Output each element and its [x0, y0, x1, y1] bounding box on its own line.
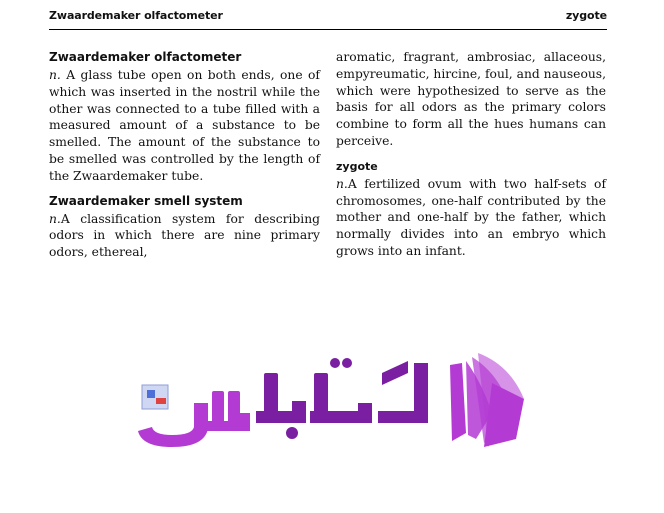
part-of-speech: n. — [49, 211, 61, 226]
app-badge-icon — [142, 385, 168, 409]
part-of-speech: n. — [336, 176, 348, 191]
right-column — [336, 49, 606, 268]
entry-term: zygote — [336, 159, 378, 173]
left-column — [49, 49, 320, 269]
watermark-logo — [132, 343, 532, 453]
running-header — [49, 9, 607, 30]
definition-text: A glass tube open on both ends, one of which was inserted in the nostril while the other was connected to a tube filled with a measured amount of a substance to be smelled. The amount of the substance to be smelled was controlled by the length of the Zwaardemaker tube. — [49, 68, 320, 183]
watermark-word-right — [256, 358, 428, 439]
entry-definition — [49, 211, 320, 261]
definition-text: A classification system for describing odors in which there are nine primary odors, ethereal, — [49, 211, 320, 260]
running-header-left: Zwaardemaker olfactometer — [49, 9, 223, 22]
book-fan-icon — [450, 353, 524, 447]
part-of-speech: n. — [49, 68, 61, 82]
entry-definition — [49, 67, 320, 185]
entry-term: Zwaardemaker smell system — [49, 193, 243, 208]
entry-term: Zwaardemaker olfactometer — [49, 50, 242, 64]
definition-continuation: aromatic, fragrant, ambrosiac, allaceous, empyreumatic, hircine, foul, and nauseous, which were hypothesized to serve as the basis for all odors as the primary colors combine to form all the hues humans can perceive. — [336, 50, 606, 148]
running-header-right: zygote — [565, 9, 607, 22]
entry-definition — [336, 176, 606, 260]
definition-text: A fertilized ovum with two half-sets of chromosomes, one-half contributed by the mother and one-half by the father, which normally divides into an embryo which grows into an infant. — [336, 176, 606, 258]
